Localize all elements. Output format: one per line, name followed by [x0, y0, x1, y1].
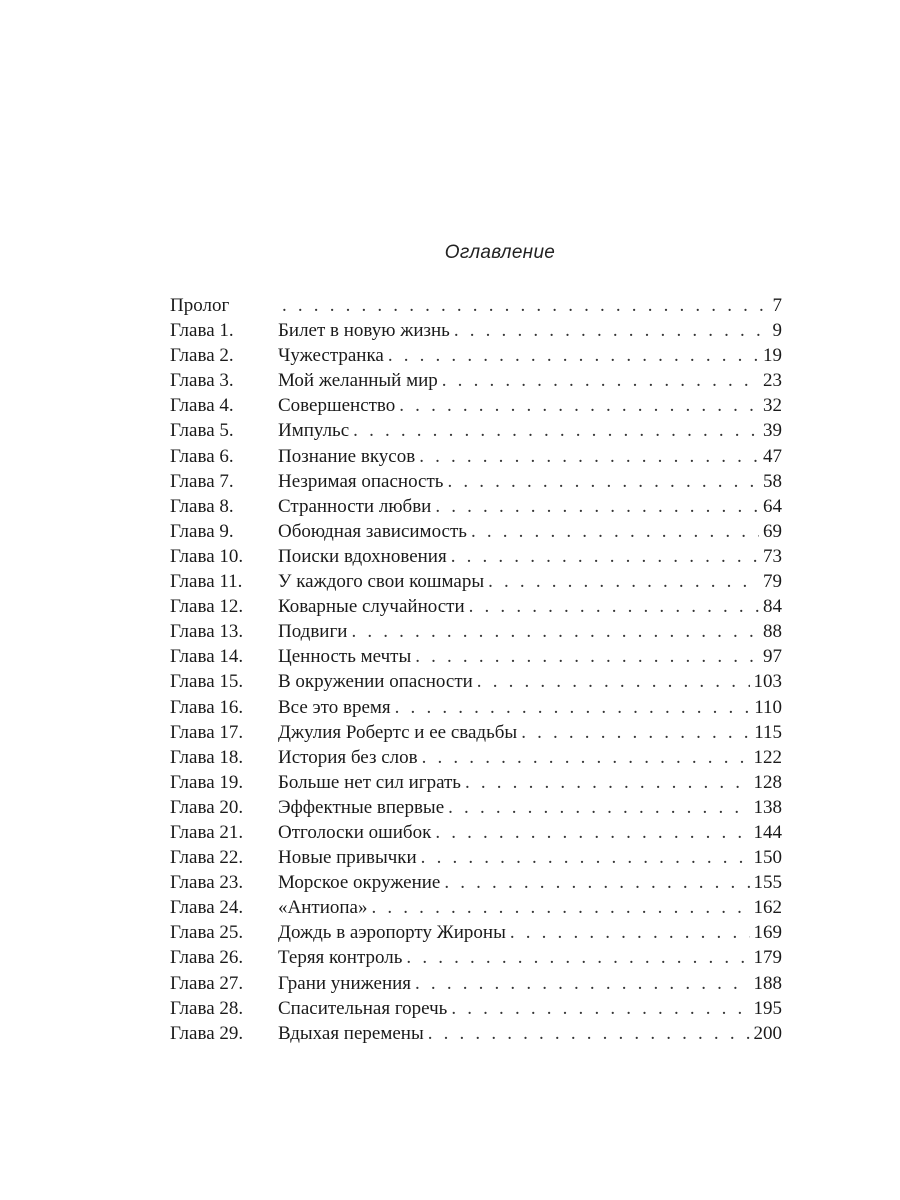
toc-entry-label: Глава 27. — [170, 972, 244, 994]
toc-entry-title: Обоюдная зависимость — [278, 520, 467, 542]
toc-entry-page-number: 195 — [753, 997, 782, 1019]
toc-entry-label: Глава 5. — [170, 420, 234, 442]
toc-entry-page-number: 115 — [754, 721, 782, 743]
toc-entry-page-number: 23 — [763, 370, 782, 392]
toc-entry-page-number: 110 — [754, 696, 782, 718]
toc-entry — [170, 669, 782, 694]
toc-entry-label: Глава 16. — [170, 696, 244, 718]
toc-entry-title: Вдыхая перемены — [278, 1022, 424, 1044]
toc-entry — [170, 569, 782, 594]
dot-leader — [421, 845, 750, 870]
toc-entry-page-number: 39 — [763, 420, 782, 442]
toc-entry-page-number: 32 — [763, 395, 782, 417]
toc-entry — [170, 293, 782, 318]
toc-entry-label: Глава 15. — [170, 671, 244, 693]
toc-entry-title: Эффектные впервые — [278, 796, 445, 818]
toc-entry — [170, 996, 782, 1021]
dot-leader — [388, 343, 759, 368]
table-of-contents — [170, 293, 782, 1046]
toc-entry-label: Глава 3. — [170, 370, 234, 392]
dot-leader — [435, 494, 759, 519]
toc-entry-page-number: 69 — [763, 520, 782, 542]
toc-entry-page-number: 7 — [772, 295, 782, 316]
toc-entry — [170, 870, 782, 895]
toc-entry-title: Совершенство — [278, 395, 396, 417]
toc-entry — [170, 971, 782, 996]
toc-entry-page-number: 188 — [753, 972, 782, 994]
dot-leader — [351, 619, 759, 644]
toc-entry — [170, 619, 782, 644]
dot-leader — [442, 368, 759, 393]
dot-leader — [435, 820, 749, 845]
dot-leader — [399, 393, 759, 418]
toc-entry-page-number: 122 — [753, 746, 782, 768]
toc-entry-label: Глава 22. — [170, 847, 244, 869]
toc-entry — [170, 444, 782, 469]
toc-entry-page-number: 88 — [763, 621, 782, 643]
toc-entry-title: Странности любви — [278, 495, 432, 517]
toc-entry — [170, 920, 782, 945]
dot-leader — [521, 720, 750, 745]
dot-leader — [448, 795, 749, 820]
toc-entry-page-number: 9 — [772, 320, 782, 342]
dot-leader — [406, 945, 749, 970]
toc-entry — [170, 820, 782, 845]
dot-leader — [395, 695, 751, 720]
toc-entry-title: Больше нет сил играть — [278, 771, 461, 793]
toc-entry — [170, 720, 782, 745]
toc-entry — [170, 469, 782, 494]
toc-entry-page-number: 58 — [763, 470, 782, 492]
toc-entry-page-number: 47 — [763, 445, 782, 467]
dot-leader — [353, 418, 759, 443]
dot-leader — [447, 469, 759, 494]
dot-leader — [510, 920, 750, 945]
dot-leader — [451, 996, 749, 1021]
toc-entry-page-number: 79 — [763, 571, 782, 593]
toc-entry-label: Глава 18. — [170, 746, 244, 768]
toc-entry-title: Мой желанный мир — [278, 370, 438, 392]
toc-entry — [170, 418, 782, 443]
toc-entry — [170, 770, 782, 795]
dot-leader — [428, 1021, 750, 1046]
toc-entry — [170, 544, 782, 569]
toc-entry-title: Морское окружение — [278, 872, 441, 894]
dot-leader — [282, 293, 769, 318]
toc-entry — [170, 795, 782, 820]
dot-leader — [469, 594, 759, 619]
toc-entry-page-number: 162 — [753, 897, 782, 919]
toc-entry — [170, 695, 782, 720]
dot-leader — [415, 971, 749, 996]
toc-entry-label: Глава 20. — [170, 796, 244, 818]
toc-entry-label: Глава 25. — [170, 922, 244, 944]
toc-entry-page-number: 128 — [753, 771, 782, 793]
toc-entry-page-number: 144 — [753, 821, 782, 843]
toc-entry-title: «Антиопа» — [278, 897, 368, 919]
toc-entry-label: Глава 9. — [170, 520, 234, 542]
toc-entry-title: Отголоски ошибок — [278, 821, 432, 843]
toc-entry-label: Глава 12. — [170, 596, 244, 618]
toc-entry-label: Глава 26. — [170, 947, 244, 969]
toc-entry-title: Теряя контроль — [278, 947, 403, 969]
toc-entry-page-number: 169 — [753, 922, 782, 944]
toc-entry-title: История без слов — [278, 746, 418, 768]
toc-entry-page-number: 200 — [753, 1022, 782, 1044]
toc-entry-label: Глава 13. — [170, 621, 244, 643]
dot-leader — [419, 444, 759, 469]
toc-entry-label: Глава 2. — [170, 345, 234, 367]
toc-entry-page-number: 155 — [753, 872, 782, 894]
toc-entry-page-number: 138 — [753, 796, 782, 818]
toc-entry-title: Чужестранка — [278, 345, 384, 367]
toc-entry — [170, 393, 782, 418]
dot-leader — [454, 318, 769, 343]
toc-entry-page-number: 19 — [763, 345, 782, 367]
toc-entry-label: Глава 19. — [170, 771, 244, 793]
toc-entry-label: Глава 4. — [170, 395, 234, 417]
toc-entry-label: Глава 24. — [170, 897, 244, 919]
toc-entry-label: Глава 8. — [170, 495, 234, 517]
toc-entry-page-number: 179 — [753, 947, 782, 969]
toc-entry-title: Дождь в аэропорту Жироны — [278, 922, 506, 944]
toc-entry-title: Незримая опасность — [278, 470, 444, 492]
toc-entry-title: Ценность мечты — [278, 646, 412, 668]
toc-entry-label: Глава 7. — [170, 470, 234, 492]
toc-entry-title: Импульс — [278, 420, 350, 442]
toc-entry-title: Все это время — [278, 696, 391, 718]
toc-entry-label: Глава 1. — [170, 320, 234, 342]
dot-leader — [477, 669, 750, 694]
toc-entry — [170, 318, 782, 343]
toc-entry-title: Познание вкусов — [278, 445, 416, 467]
toc-entry — [170, 745, 782, 770]
toc-entry-label: Глава 28. — [170, 997, 244, 1019]
toc-entry-title: Новые привычки — [278, 847, 417, 869]
toc-entry-label: Глава 17. — [170, 721, 244, 743]
toc-entry-label: Глава 6. — [170, 445, 234, 467]
toc-entry-label: Пролог — [170, 295, 230, 316]
toc-entry — [170, 494, 782, 519]
toc-entry-label: Глава 29. — [170, 1022, 244, 1044]
toc-entry — [170, 895, 782, 920]
dot-leader — [422, 745, 750, 770]
toc-entry-page-number: 64 — [763, 495, 782, 517]
dot-leader — [371, 895, 749, 920]
toc-entry — [170, 845, 782, 870]
dot-leader — [451, 544, 759, 569]
toc-entry-title: Грани унижения — [278, 972, 412, 994]
dot-leader — [488, 569, 759, 594]
toc-entry-title: У каждого свои кошмары — [278, 571, 485, 593]
toc-entry-page-number: 84 — [763, 596, 782, 618]
toc-entry-label: Глава 11. — [170, 571, 243, 593]
toc-entry-title: Коварные случайности — [278, 596, 465, 618]
toc-entry-page-number: 97 — [763, 646, 782, 668]
toc-entry-label: Глава 23. — [170, 872, 244, 894]
toc-entry-title: Билет в новую жизнь — [278, 320, 450, 342]
toc-entry-label: Глава 10. — [170, 545, 244, 567]
toc-entry-title: Спасительная горечь — [278, 997, 448, 1019]
toc-entry-label: Глава 14. — [170, 646, 244, 668]
toc-entry — [170, 343, 782, 368]
toc-entry — [170, 594, 782, 619]
toc-entry-title: Джулия Робертс и ее свадьбы — [278, 721, 518, 743]
toc-entry — [170, 945, 782, 970]
toc-heading: Оглавление — [444, 242, 556, 263]
toc-entry — [170, 368, 782, 393]
dot-leader — [444, 870, 749, 895]
toc-entry-title: В окружении опасности — [278, 671, 473, 693]
toc-entry-page-number: 150 — [753, 847, 782, 869]
toc-entry — [170, 519, 782, 544]
toc-entry — [170, 1021, 782, 1046]
toc-entry-label: Глава 21. — [170, 821, 244, 843]
dot-leader — [471, 519, 759, 544]
dot-leader — [465, 770, 750, 795]
toc-entry-page-number: 73 — [763, 545, 782, 567]
toc-entry — [170, 644, 782, 669]
toc-entry-title: Поиски вдохновения — [278, 545, 447, 567]
dot-leader — [415, 644, 759, 669]
toc-entry-title: Подвиги — [278, 621, 348, 643]
toc-entry-page-number: 103 — [753, 671, 782, 693]
